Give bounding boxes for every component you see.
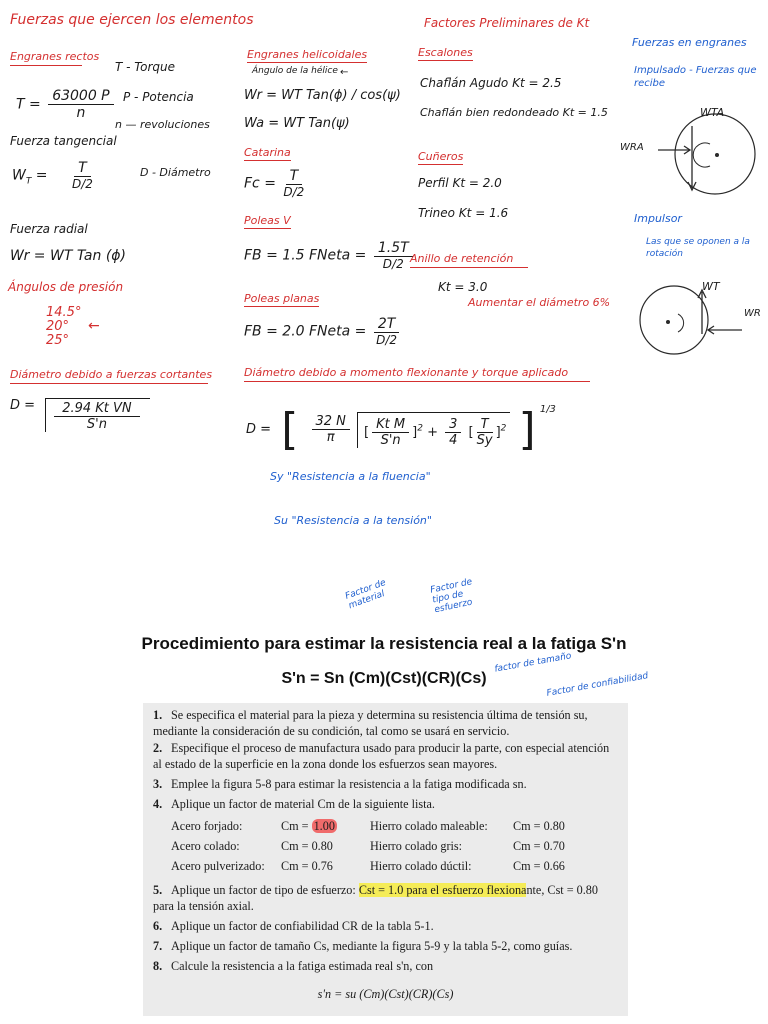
procedure-step-4: 4. Aplique un factor de material Cm de la siguiente lista. [153, 797, 435, 811]
helix-arrow: ← [340, 67, 349, 78]
procedure-step-2: 2. Especifique el proceso de manufactura usado para producir la parte, con especial atención al estado de la superficie en la zona donde los esfuerzos sean mayores. [153, 741, 610, 771]
helical-axial-formula: Wa = WT Tan(ψ) [244, 116, 350, 131]
flat-pulley-formula: FB = 2.0 FNeta = $\frac{2T}{D/2}$ [244, 316, 402, 347]
notes-title: Fuerzas que ejercen los elementos [10, 12, 254, 28]
shear-diameter-formula: D = $\frac{\text{2.94 Kt VN}}{S'n}$ [10, 398, 150, 432]
procedure-step-5: 5. Aplique un factor de tipo de esfuerzo: Cst = 1.0 para el esfuerzo flexionante, Cst = 0.80 para la tensión axial. [153, 883, 598, 913]
driven-rotation-arc [693, 143, 710, 167]
material-factor-annotation: Factor de material [343, 577, 388, 612]
retaining-ring-kt: Kt = 3.0 [438, 280, 488, 294]
helical-radial-formula: Wr = WT Tan(ϕ) / cos(ψ) [244, 88, 401, 103]
driver-gear-circle [640, 286, 708, 354]
v-belt-heading: Poleas V [244, 214, 291, 227]
material-cm: Cm = 0.80 [281, 839, 333, 853]
radial-force-heading: Fuerza radial [10, 222, 88, 236]
tensile-strength-note: Su "Resistencia a la tensión" [274, 514, 432, 527]
material-cm: Cm = 0.70 [513, 839, 565, 853]
v-belt-formula: FB = 1.5 FNeta = $\frac{1.5T}{D/2}$ [244, 240, 416, 271]
selected-angle-arrow: ← [88, 318, 100, 334]
bending-diameter-formula: D = [ $\frac{32 N}{\pi}$ [ $\frac{\text{Kt M}}{S'n}$ ]$^2$ + $\frac{3}{4}$ [ $\frac{T}{Sy}$ ]$^2$ ] $^{1/3}$ [246, 404, 556, 455]
procedure-step-7: 7. Aplique un factor de tamaño Cs, mediante la figura 5-9 y la tabla 5-2, como guías. [153, 939, 573, 953]
driven-gear-circle [675, 114, 755, 194]
chain-formula: Fc = $\frac{T}{D/2}$ [244, 168, 305, 199]
torque-label: T - Torque [115, 60, 176, 74]
spur-gear-heading: Engranes rectos [10, 50, 82, 66]
fatigue-equation: S'n = Sn (Cm)(Cst)(CR)(Cs) [281, 670, 487, 687]
wra-label: WRA [620, 142, 644, 153]
procedure-step-1: 1. Se especifica el material para la pieza y determina su resistencia última de tensión su, mediante la consideración de su condición, tal como se usará en servicio. [153, 708, 588, 738]
steps-heading: Escalones [418, 46, 473, 59]
driver-rotation-arc [678, 314, 684, 332]
driver-gear-heading: Impulsor [634, 212, 682, 225]
driver-gear-note: Las que se oponen a la rotación [646, 237, 750, 259]
retaining-ring-heading: Anillo de retención [410, 252, 528, 268]
chain-heading: Catarina [244, 146, 291, 159]
procedure-step-3: 3. Emplee la figura 5-8 para estimar la resistencia a la fatiga modificada sn. [153, 777, 527, 791]
material-cm: Cm = 0.76 [281, 859, 333, 873]
pressure-angles-heading: Ángulos de presión [8, 280, 124, 294]
driven-gear-note: Impulsado - Fuerzas que recibe [634, 65, 757, 89]
helical-gear-heading: Engranes helicoidales [247, 48, 368, 61]
keyway-heading: Cuñeros [418, 150, 464, 163]
profile-keyway-kt: Perfil Kt = 2.0 [418, 176, 502, 190]
round-fillet-kt: Chaflán bien redondeado Kt = 1.5 [420, 106, 608, 119]
material-cm: Cm = 0.80 [513, 819, 565, 833]
material-name: Acero pulverizado: [171, 859, 265, 873]
radial-force-formula: Wr = WT Tan (ϕ) [10, 248, 126, 264]
diameter-label: D - Diámetro [140, 166, 211, 179]
material-name: Hierro colado dúctil: [370, 859, 472, 873]
flat-pulley-heading: Poleas planas [244, 292, 320, 305]
material-cm: Cm = 0.66 [513, 859, 565, 873]
bending-diameter-heading: Diámetro debido a momento flexionante y torque aplicado [244, 366, 590, 382]
driven-gear-center [715, 153, 719, 157]
reliability-factor-annotation: Factor de confiabilidad [545, 671, 650, 699]
sharp-fillet-kt: Chaflán Agudo Kt = 2.5 [420, 76, 562, 90]
torque-formula: T = $\frac{63000 P}{n}$ [16, 88, 117, 121]
material-name: Acero colado: [171, 839, 240, 853]
material-cm: Cm = 1.00 [281, 819, 335, 833]
procedure-step-6: 6. Aplique un factor de confiabilidad CR de la tabla 5-1. [153, 919, 434, 933]
driver-gear-center [666, 320, 670, 324]
wta-label: WTA [700, 106, 725, 119]
procedure-title: Procedimiento para estimar la resistencia real a la fatiga S'n [141, 634, 627, 653]
wr-label: WR [744, 308, 761, 319]
helix-angle-note: Ángulo de la hélice [252, 66, 338, 76]
kt-factors-heading: Factores Preliminares de Kt [424, 16, 590, 30]
power-label: P - Potencia [123, 90, 194, 104]
material-name: Acero forjado: [171, 819, 243, 833]
gear-forces-heading: Fuerzas en engranes [632, 36, 747, 49]
retaining-ring-note: Aumentar el diámetro 6% [468, 296, 611, 309]
procedure-step-8: 8. Calcule la resistencia a la fatiga estimada real s'n, con [153, 959, 434, 973]
shear-diameter-heading: Diámetro debido a fuerzas cortantes [10, 368, 208, 384]
size-factor-annotation: factor de tamaño [493, 651, 573, 675]
sled-keyway-kt: Trineo Kt = 1.6 [418, 206, 509, 220]
tangential-force-heading: Fuerza tangencial [10, 134, 117, 148]
yield-strength-note: Sy "Resistencia a la fluencia" [270, 470, 431, 483]
material-name: Hierro colado maleable: [370, 819, 488, 833]
stress-factor-annotation: Factor de tipo de esfuerzo [429, 577, 474, 616]
highlighted-cm-value: 1.00 [313, 819, 335, 833]
pressure-angles-list: 14.5° 20° 25° [46, 305, 82, 348]
tangential-force-formula: $W_T$ = $\frac{T}{D/2}$ [12, 160, 93, 191]
material-name: Hierro colado gris: [370, 839, 463, 853]
final-fatigue-equation: s'n = su (Cm)(Cst)(CR)(Cs) [317, 987, 454, 1001]
driver-gear-sketch [634, 282, 768, 362]
wt-label: WT [702, 280, 720, 293]
revolutions-label: n — revoluciones [115, 118, 210, 131]
procedure-panel [143, 703, 628, 1016]
